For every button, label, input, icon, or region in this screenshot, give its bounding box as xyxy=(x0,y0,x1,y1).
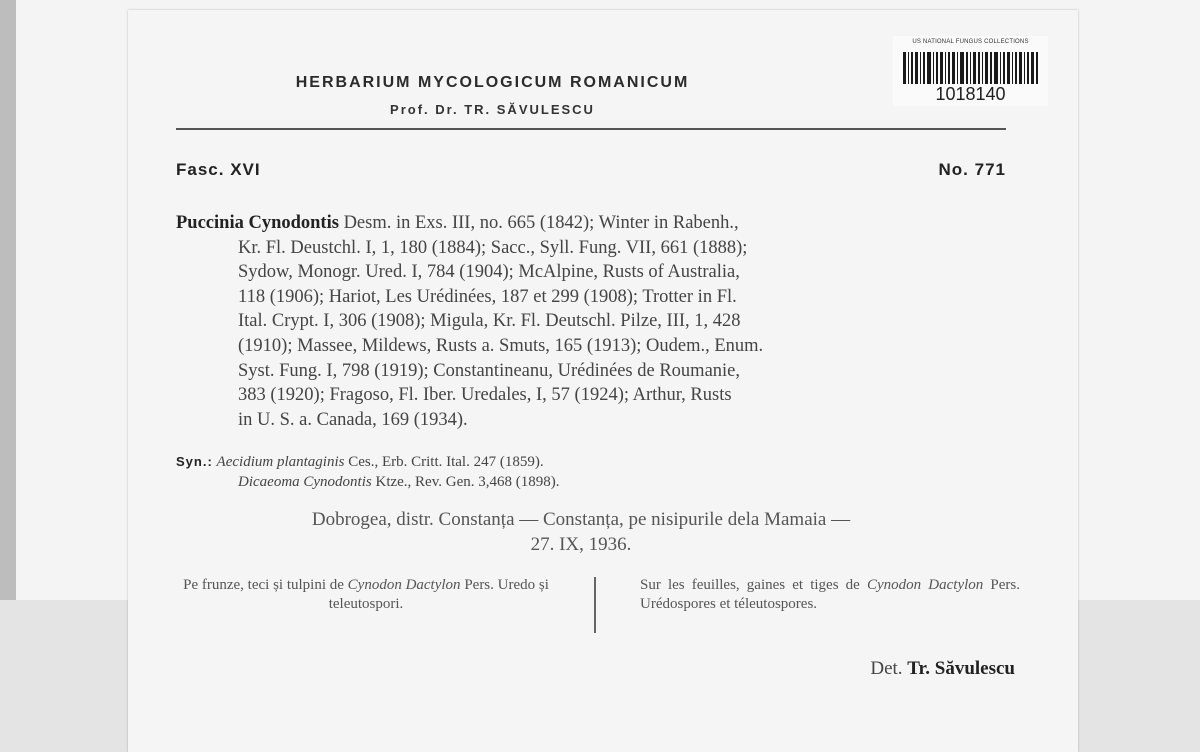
synonyms xyxy=(176,452,876,492)
host-description-french xyxy=(640,576,1020,614)
collection-date: 27. IX, 1936. xyxy=(530,534,632,555)
host-description-romanian xyxy=(176,576,556,614)
barcode-institution: US NATIONAL FUNGUS COLLECTIONS xyxy=(912,39,1029,45)
citation-line: Kr. Fl. Deustchl. I, 1, 180 (1884); Sacc., Syll. Fung. VII, 661 (1888); xyxy=(238,237,748,258)
host-text: Sur les feuilles, gaines et tiges de xyxy=(640,577,860,593)
header-divider xyxy=(176,128,1006,130)
species-name: Puccinia Cynodontis xyxy=(176,213,339,233)
citation-line: 383 (1920); Fragoso, Fl. Iber. Uredales, I, 57 (1924); Arthur, Rusts xyxy=(238,385,732,406)
barcode-label xyxy=(893,36,1048,106)
collection-locality xyxy=(176,507,986,557)
synonym-name: Dicaeoma Cynodontis xyxy=(238,474,372,490)
synonym-row xyxy=(176,452,876,472)
synonyms-label: Syn.: xyxy=(176,454,213,469)
citation-line: Sydow, Monogr. Ured. I, 784 (1904); McAlpine, Rusts of Australia, xyxy=(238,262,740,283)
citation-line xyxy=(176,211,1011,236)
synonym-reference: Ktze., Rev. Gen. 3,468 (1898). xyxy=(375,474,560,490)
host-text: Pers. Urédospores et téleutospores. xyxy=(640,577,1020,612)
locality-line: Dobrogea, distr. Constanța — Constanța, pe nisipurile dela Mamaia — xyxy=(311,509,851,530)
host-species: Cynodon Dactylon xyxy=(866,577,984,593)
citation-line: in U. S. a. Canada, 169 (1934). xyxy=(238,409,468,430)
citation-text: Desm. in Exs. III, no. 665 (1842); Winter in Rabenh., xyxy=(343,213,739,233)
column-divider xyxy=(594,577,596,633)
barcode-number: 1018140 xyxy=(935,84,1006,104)
host-text: Pers. Uredo și teleutospori. xyxy=(328,577,549,612)
taxon-citation xyxy=(176,211,1011,432)
herbarium-title: HERBARIUM MYCOLOGICUM ROMANICUM xyxy=(295,74,690,91)
citation-line: Ital. Crypt. I, 306 (1908); Migula, Kr. Fl. Deutschl. Pilze, III, 1, 428 xyxy=(238,311,741,332)
citation-line: 118 (1906); Hariot, Les Urédinées, 187 et 299 (1908); Trotter in Fl. xyxy=(238,286,737,307)
synonym-row xyxy=(176,472,876,492)
host-text: Pe frunze, teci și tulpini de xyxy=(183,577,344,593)
citation-line: (1910); Massee, Mildews, Rusts a. Smuts, 165 (1913); Oudem., Enum. xyxy=(238,335,764,356)
host-species: Cynodon Dactylon xyxy=(347,577,461,593)
determiner xyxy=(700,658,1015,680)
determiner-name: Tr. Săvulescu xyxy=(907,658,1015,679)
determiner-prefix: Det. xyxy=(870,658,903,679)
specimen-number: No. 771 xyxy=(938,160,1006,179)
synonym-reference: Ces., Erb. Critt. Ital. 247 (1859). xyxy=(348,454,544,470)
citation-line: Syst. Fung. I, 798 (1919); Constantineanu, Urédinées de Roumanie, xyxy=(238,360,741,381)
herbarium-subtitle: Prof. Dr. TR. SĂVULESCU xyxy=(390,102,595,117)
synonym-name: Aecidium plantaginis xyxy=(216,454,345,470)
fascicle-number: Fasc. XVI xyxy=(176,160,261,179)
